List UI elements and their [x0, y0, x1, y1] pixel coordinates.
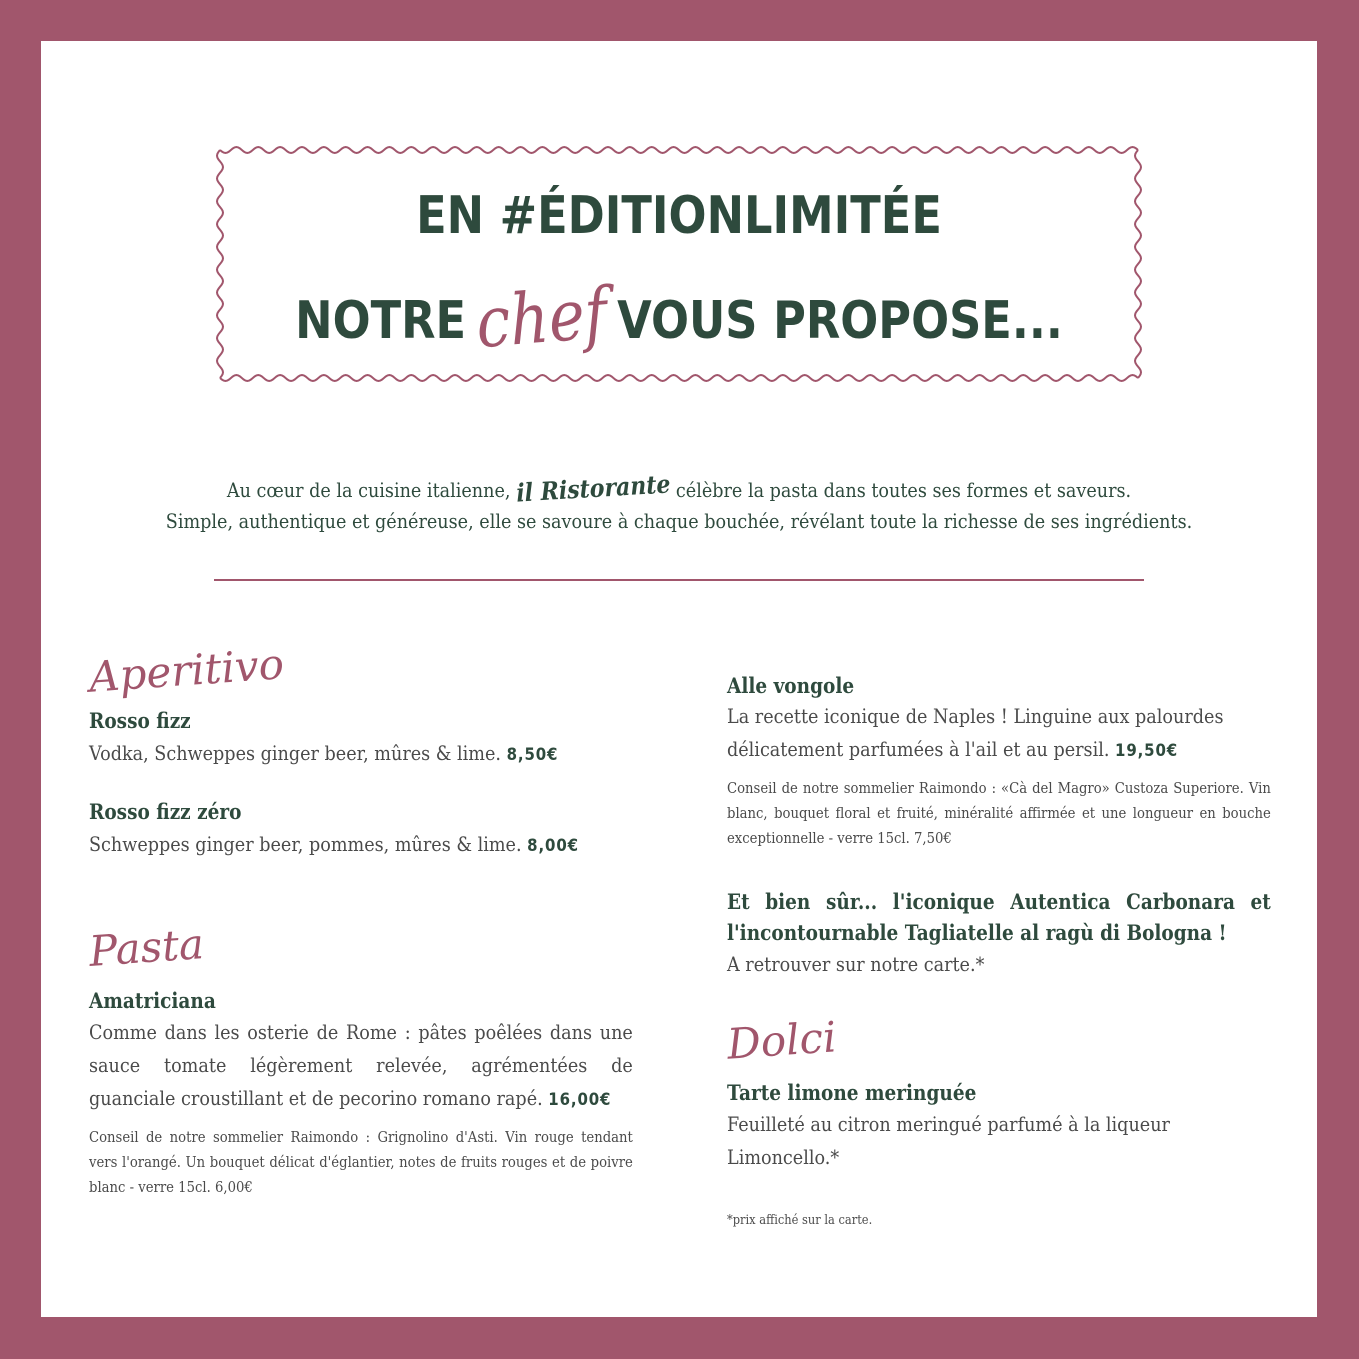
item-desc: Schweppes ginger beer, pommes, mûres & lime. 8,00€: [89, 832, 579, 856]
item-price: 19,50€: [1115, 741, 1179, 761]
item-desc: Vodka, Schweppes ginger beer, mûres & lime. 8,50€: [89, 741, 559, 765]
title-notre: NOTRE: [295, 291, 467, 351]
title-line-2: [130, 271, 1227, 365]
menu-item-rosso-fizz: [89, 708, 679, 772]
aperitivo-heading: Aperitivo: [87, 639, 286, 702]
item-price: 8,50€: [506, 745, 559, 765]
item-name: Rosso fizz zéro: [89, 799, 242, 824]
menu-item-tarte-limone: [727, 1080, 1347, 1174]
item-name: Alle vongole: [727, 673, 855, 698]
item-desc: Feuilleté au citron meringué parfumé à la liqueur Limoncello.*: [727, 1112, 1170, 1169]
menu-item-amatriciana: [89, 988, 709, 1200]
item-price: 8,00€: [527, 836, 579, 856]
title-vous-propose: VOUS PROPOSE...: [617, 291, 1063, 351]
frame-edge-2: [220, 375, 1138, 381]
item-desc: La recette iconique de Naples ! Linguine aux palourdes délicatement parfumées à l'ail et au persil. 19,50€: [727, 704, 1224, 761]
classics-block: [727, 886, 1347, 981]
frame-edge-0: [220, 147, 1138, 153]
intro-text-after: célèbre la pasta dans toutes ses formes et saveurs.: [675, 478, 1132, 502]
brand-logo-text: il Ristorante: [515, 469, 671, 508]
price-footnote: *prix affiché sur la carte.: [727, 1213, 873, 1228]
pasta-heading: Pasta: [87, 919, 206, 976]
intro-text-before: Au cœur de la cuisine italienne,: [226, 478, 511, 502]
dolci-heading: Dolci: [725, 1012, 838, 1069]
intro-line-1: [118, 469, 1241, 508]
classics-text: A retrouver sur notre carte.*: [727, 952, 985, 976]
menu-card: [41, 41, 1317, 1317]
chef-script-word: chef: [474, 271, 610, 365]
item-desc: Comme dans les osterie de Rome : pâtes poêlées dans une sauce tomate légèrement relevée, agrémentées de guanciale croustillant et de pecorino romano rapé. 16,00€: [89, 1020, 633, 1110]
divider: [214, 579, 1144, 581]
item-name: Tarte limone meringuée: [727, 1080, 977, 1105]
sommelier-note: Conseil de notre sommelier Raimondo : Grignolino d'Asti. Vin rouge tendant vers l'orangé. Un bouquet délicat d'églantier, notes de fruits rouges et de poivre blanc - verre 15cl. 6,00€: [89, 1128, 633, 1196]
menu-item-rosso-fizz-zero: [89, 799, 679, 863]
intro-line-2: Simple, authentique et généreuse, elle se savoure à chaque bouchée, révélant toute la richesse de ses ingrédients.: [165, 509, 1193, 533]
item-price: 16,00€: [548, 1090, 612, 1110]
item-name: Rosso fizz: [89, 708, 191, 733]
title-line-1: EN #ÉDITIONLIMITÉE: [416, 186, 942, 246]
item-name: Amatriciana: [89, 988, 216, 1013]
classics-bold-text: Et bien sûr... l'iconique Autentica Carbonara et l'incontournable Tagliatelle al ragù di Bologna !: [727, 889, 1271, 945]
menu-item-alle-vongole: [727, 673, 1347, 851]
sommelier-note: Conseil de notre sommelier Raimondo : «Cà del Magro» Custoza Superiore. Vin blanc, bouquet floral et fruité, minéralité affirmée et une longueur en bouche exceptionnelle - verre 15cl. 7,50€: [727, 779, 1271, 847]
